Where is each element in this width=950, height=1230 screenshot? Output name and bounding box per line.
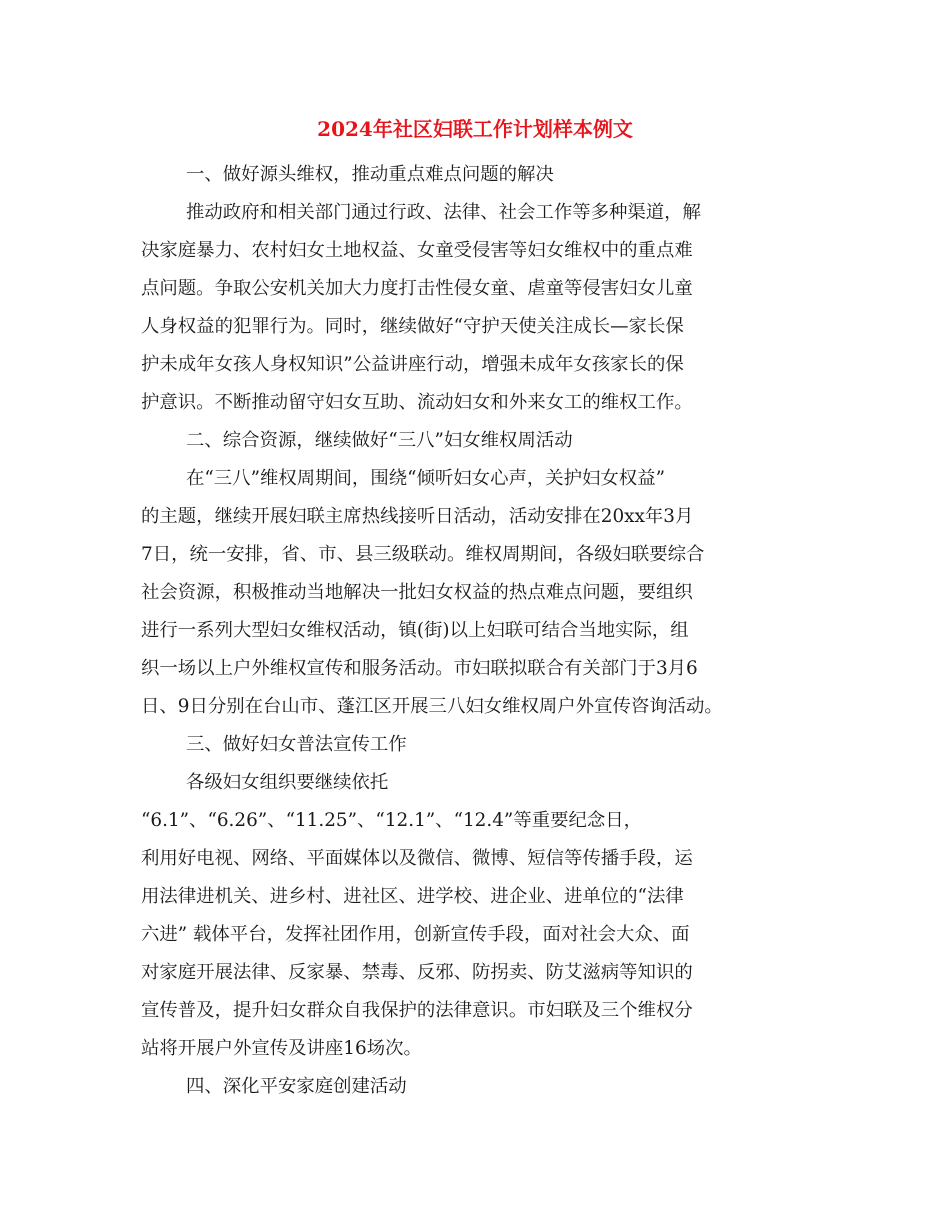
paragraph-line: 护意识。不断推动留守妇女互助、流动妇女和外来女工的维权工作。 [141,392,693,413]
paragraph-line: 在“三八”维权周期间，围绕“倾听妇女心声，关护妇女权益” [186,468,665,489]
heading-1: 一、做好源头维权，推动重点难点问题的解决 [186,164,554,185]
paragraph-line: 对家庭开展法律、反家暴、禁毒、反邪、防拐卖、防艾滋病等知识的 [141,962,693,983]
paragraph-line: 人身权益的犯罪行为。同时，继续做好“守护天使关注成长—家长保 [141,316,684,337]
paragraph-line: 站将开展户外宣传及讲座16场次。 [141,1038,422,1059]
paragraph-line: 的主题，继续开展妇联主席热线接听日活动，活动安排在20xx年3月 [141,506,694,527]
paragraph-line: 六进” 载体平台，发挥社团作用，创新宣传手段，面对社会大众、面 [141,924,690,945]
heading-2: 二、综合资源，继续做好“三八”妇女维权周活动 [186,430,573,451]
paragraph-line: 进行一系列大型妇女维权活动，镇(街)以上妇联可结合当地实际，组 [141,620,689,641]
paragraph-line: 护未成年女孩人身权知识”公益讲座行动，增强未成年女孩家长的保 [141,354,684,375]
heading-3: 三、做好妇女普法宣传工作 [186,734,407,755]
paragraph-line: 利用好电视、网络、平面媒体以及微信、微博、短信等传播手段，运 [141,848,693,869]
paragraph-line: 用法律进机关、进乡村、进社区、进学校、进企业、进单位的“法律 [141,886,684,907]
paragraph-line: 社会资源，积极推动当地解决一批妇女权益的热点难点问题，要组织 [141,582,693,603]
paragraph-line: 推动政府和相关部门通过行政、法律、社会工作等多种渠道，解 [186,202,701,223]
paragraph-line: 7日，统一安排，省、市、县三级联动。维权周期间，各级妇联要综合 [141,544,705,565]
paragraph-line: 决家庭暴力、农村妇女土地权益、女童受侵害等妇女维权中的重点难 [141,240,693,261]
paragraph-line: “6.1”、“6.26”、“11.25”、“12.1”、“12.4”等重要纪念日， [141,810,643,831]
paragraph-line: 点问题。争取公安机关加大力度打击性侵女童、虐童等侵害妇女儿童 [141,278,693,299]
paragraph-line: 宣传普及，提升妇女群众自我保护的法律意识。市妇联及三个维权分 [141,1000,693,1021]
heading-4: 四、深化平安家庭创建活动 [186,1076,407,1097]
paragraph-line: 日、9日分别在台山市、蓬江区开展三八妇女维权周户外宣传咨询活动。 [141,696,723,717]
document-title: 2024年社区妇联工作计划样本例文 [317,117,633,141]
paragraph-line: 各级妇女组织要继续依托 [186,772,389,793]
paragraph-line: 织一场以上户外维权宣传和服务活动。市妇联拟联合有关部门于3月6 [141,658,698,679]
